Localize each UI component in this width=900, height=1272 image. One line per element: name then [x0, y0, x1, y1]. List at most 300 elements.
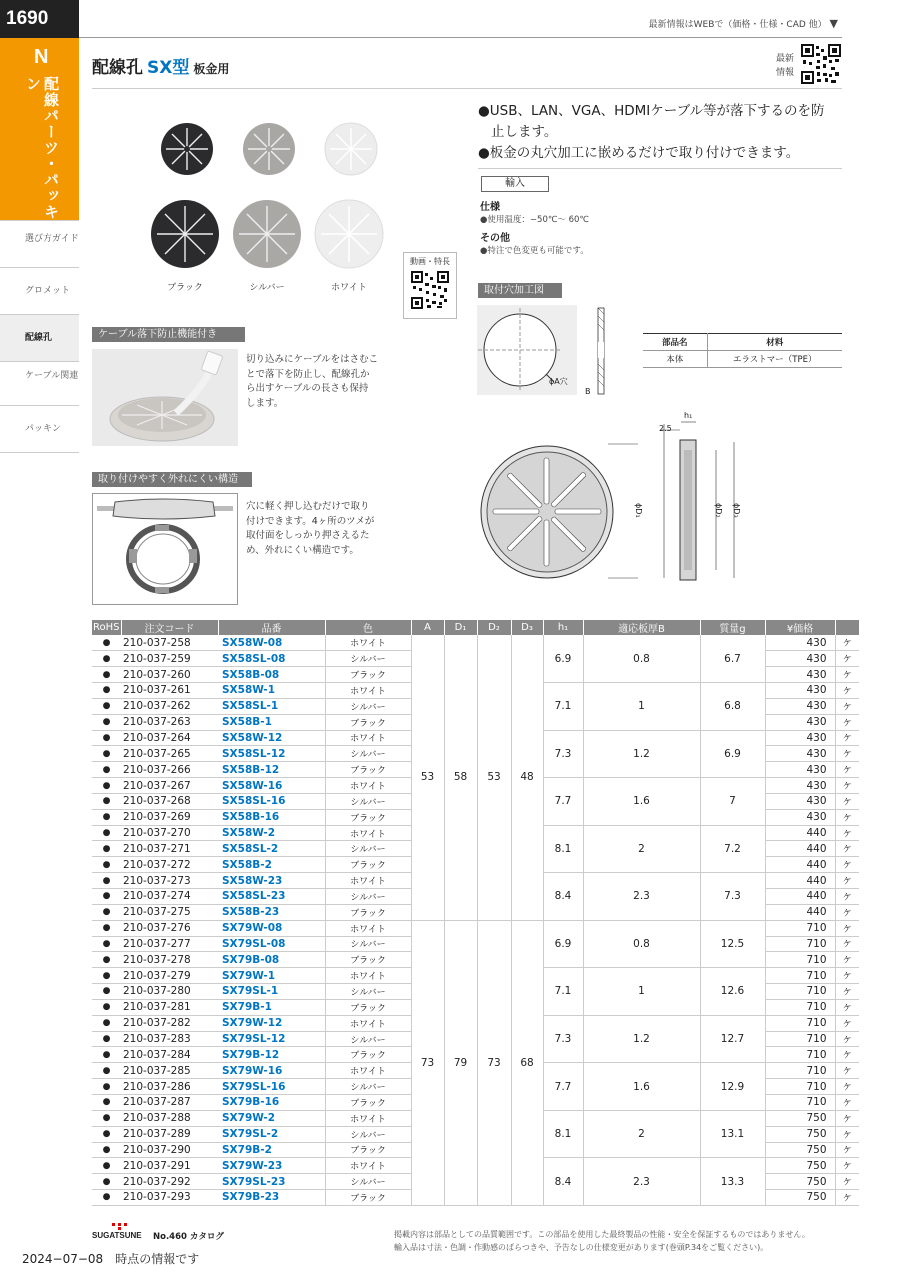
- price-cell: 750: [765, 1142, 835, 1158]
- part-number: SX79SL-1: [218, 984, 325, 1000]
- plate-thickness: 0.8: [583, 635, 700, 683]
- part-number: SX79B-12: [218, 1047, 325, 1063]
- table-header-cell: 注文コード: [121, 620, 218, 635]
- dim-A: 53: [411, 635, 444, 920]
- label-D2: ϕD₂: [714, 503, 723, 518]
- new-info-line1: 最新: [776, 54, 795, 64]
- rohs-mark: ●: [92, 1031, 121, 1047]
- side-view-drawing: [636, 420, 746, 590]
- mass-g: 7.2: [700, 825, 765, 873]
- mat-header-material: 材料: [707, 334, 842, 351]
- color-cell: ブラック: [325, 714, 411, 730]
- table-header-cell: A: [411, 620, 444, 635]
- dim-A: 73: [411, 920, 444, 1205]
- grommet-white-large: [314, 198, 384, 270]
- rohs-mark: ●: [92, 952, 121, 968]
- part-number: SX58SL-23: [218, 889, 325, 905]
- table-header-cell: h₁: [543, 620, 583, 635]
- front-view-drawing: [478, 440, 638, 585]
- unit-cell: ケ: [835, 1158, 859, 1174]
- unit-cell: ケ: [835, 1110, 859, 1126]
- rohs-mark: ●: [92, 698, 121, 714]
- order-code: 210-037-267: [121, 778, 218, 794]
- unit-cell: ケ: [835, 1015, 859, 1031]
- cable-description: [246, 353, 378, 411]
- unit-cell: ケ: [835, 904, 859, 920]
- rohs-mark: ●: [92, 762, 121, 778]
- color-cell: ブラック: [325, 1142, 411, 1158]
- order-code: 210-037-273: [121, 873, 218, 889]
- mat-header-part: 部品名: [643, 334, 707, 351]
- color-cell: シルバー: [325, 793, 411, 809]
- color-cell: ブラック: [325, 762, 411, 778]
- unit-cell: ケ: [835, 984, 859, 1000]
- color-cell: シルバー: [325, 1031, 411, 1047]
- rohs-mark: ●: [92, 825, 121, 841]
- rohs-mark: ●: [92, 730, 121, 746]
- plate-thickness: 2.3: [583, 873, 700, 921]
- price-cell: 440: [765, 857, 835, 873]
- plate-thickness: 2: [583, 1110, 700, 1158]
- order-code: 210-037-259: [121, 651, 218, 667]
- section-hole-heading: 取付穴加工図: [478, 283, 562, 298]
- unit-cell: ケ: [835, 841, 859, 857]
- plate-thickness: 1.6: [583, 1063, 700, 1111]
- feature-line-1: ●USB、LAN、VGA、HDMIケーブル等が落下するのを防: [478, 103, 825, 119]
- color-cell: シルバー: [325, 841, 411, 857]
- label-black: ブラック: [167, 283, 203, 293]
- price-cell: 430: [765, 778, 835, 794]
- web-info-link[interactable]: [649, 17, 838, 30]
- mass-g: 7.3: [700, 873, 765, 921]
- rohs-mark: ●: [92, 1126, 121, 1142]
- cable-text-3: ら出すケーブルの長さも保持: [246, 383, 369, 394]
- rohs-mark: ●: [92, 889, 121, 905]
- plate-B-label: B: [585, 387, 591, 396]
- order-code: 210-037-279: [121, 968, 218, 984]
- unit-cell: ケ: [835, 714, 859, 730]
- part-number: SX79W-1: [218, 968, 325, 984]
- price-cell: 710: [765, 968, 835, 984]
- unit-cell: ケ: [835, 635, 859, 651]
- nav-item-cable[interactable]: ケーブル関連: [0, 362, 79, 406]
- order-code: 210-037-275: [121, 904, 218, 920]
- mount-illustration-box: [92, 493, 238, 605]
- unit-cell: ケ: [835, 936, 859, 952]
- rohs-mark: ●: [92, 873, 121, 889]
- color-cell: ホワイト: [325, 635, 411, 651]
- triangle-down-icon: ▼: [829, 17, 838, 30]
- sugatsune-logo: [92, 1223, 148, 1241]
- title-sub: 板金用: [193, 62, 230, 76]
- part-number: SX79B-23: [218, 1190, 325, 1206]
- table-header-cell: RoHS: [93, 622, 120, 633]
- order-code: 210-037-258: [121, 635, 218, 651]
- price-cell: 750: [765, 1158, 835, 1174]
- order-code: 210-037-277: [121, 936, 218, 952]
- rohs-mark: ●: [92, 651, 121, 667]
- part-number: SX58SL-08: [218, 651, 325, 667]
- web-info-text: 最新情報はWEBで（価格・仕様・CAD 他）: [648, 20, 827, 30]
- unit-cell: ケ: [835, 920, 859, 936]
- dim-D1: 79: [444, 920, 477, 1205]
- mat-cell-part: 本体: [643, 351, 707, 368]
- color-cell: ホワイト: [325, 778, 411, 794]
- order-code: 210-037-293: [121, 1190, 218, 1206]
- color-cell: ホワイト: [325, 825, 411, 841]
- nav-item-wiring-hole[interactable]: 配線孔: [0, 315, 79, 362]
- part-number: SX58B-12: [218, 762, 325, 778]
- order-code: 210-037-268: [121, 793, 218, 809]
- price-cell: 430: [765, 730, 835, 746]
- dim-D1: 58: [444, 635, 477, 920]
- rohs-mark: ●: [92, 1015, 121, 1031]
- order-code: 210-037-282: [121, 1015, 218, 1031]
- unit-cell: ケ: [835, 1063, 859, 1079]
- order-code: 210-037-269: [121, 809, 218, 825]
- color-cell: シルバー: [325, 651, 411, 667]
- order-code: 210-037-278: [121, 952, 218, 968]
- qr-code-icon[interactable]: [801, 44, 841, 84]
- color-cell: ブラック: [325, 999, 411, 1015]
- import-badge: 輸入: [481, 176, 549, 192]
- mount-text-3: 取付面をしっかり押さえるた: [246, 530, 370, 541]
- price-cell: 710: [765, 1063, 835, 1079]
- title-model: SX型: [147, 58, 190, 78]
- unit-cell: ケ: [835, 889, 859, 905]
- disclaimer-line-2: 輸入品は寸法・色調・作動感のばらつきや、予告なしの仕様変更があります(巻頭P.34をご覧ください)。: [394, 1243, 769, 1252]
- header-divider: [79, 37, 842, 38]
- mat-cell-material: エラストマー（TPE）: [707, 351, 842, 368]
- color-cell: ブラック: [325, 1047, 411, 1063]
- unit-cell: ケ: [835, 730, 859, 746]
- grommet-white-small: [324, 122, 378, 176]
- color-cell: シルバー: [325, 889, 411, 905]
- color-cell: シルバー: [325, 1079, 411, 1095]
- disclaimer: [394, 1228, 810, 1254]
- order-code: 210-037-260: [121, 667, 218, 683]
- rohs-mark: ●: [92, 857, 121, 873]
- table-body: [92, 635, 859, 1205]
- part-number: SX58SL-12: [218, 746, 325, 762]
- grommet-black-large: [150, 198, 220, 270]
- unit-cell: ケ: [835, 667, 859, 683]
- video-qr-icon: [411, 271, 449, 309]
- order-code: 210-037-262: [121, 698, 218, 714]
- unit-cell: ケ: [835, 698, 859, 714]
- unit-cell: ケ: [835, 1190, 859, 1206]
- unit-cell: ケ: [835, 778, 859, 794]
- price-cell: 430: [765, 651, 835, 667]
- mass-g: 12.9: [700, 1063, 765, 1111]
- mass-g: 12.5: [700, 920, 765, 968]
- price-cell: 440: [765, 889, 835, 905]
- plate-thickness: 2.3: [583, 1158, 700, 1206]
- part-number: SX79SL-12: [218, 1031, 325, 1047]
- plate-thickness: 1: [583, 683, 700, 731]
- price-cell: 440: [765, 904, 835, 920]
- plate-thickness: 1.2: [583, 1015, 700, 1063]
- price-cell: 750: [765, 1174, 835, 1190]
- rohs-mark: ●: [92, 809, 121, 825]
- grommet-silver-small: [242, 122, 296, 176]
- color-cell: ホワイト: [325, 1110, 411, 1126]
- part-number: SX58SL-16: [218, 793, 325, 809]
- plate-thickness: 1: [583, 968, 700, 1016]
- unit-cell: ケ: [835, 1142, 859, 1158]
- mass-g: 12.6: [700, 968, 765, 1016]
- price-cell: 710: [765, 984, 835, 1000]
- mass-g: 6.7: [700, 635, 765, 683]
- unit-cell: ケ: [835, 952, 859, 968]
- rohs-mark: ●: [92, 999, 121, 1015]
- product-table: [92, 620, 860, 1206]
- video-label: 動画・特長: [410, 257, 450, 266]
- color-cell: シルバー: [325, 1126, 411, 1142]
- order-code: 210-037-281: [121, 999, 218, 1015]
- rohs-mark: ●: [92, 793, 121, 809]
- title-divider: [92, 88, 842, 89]
- section-mount-heading: 取り付けやすく外れにくい構造: [92, 472, 252, 487]
- rohs-mark: ●: [92, 714, 121, 730]
- date-stamp: 2024−07−08 時点の情報です: [22, 1252, 200, 1266]
- unit-cell: ケ: [835, 1174, 859, 1190]
- nav-item-grommet[interactable]: グロメット: [0, 268, 79, 315]
- dim-h1: 8.1: [543, 1110, 583, 1158]
- part-number: SX79SL-23: [218, 1174, 325, 1190]
- color-cell: ブラック: [325, 667, 411, 683]
- price-cell: 710: [765, 999, 835, 1015]
- unit-cell: ケ: [835, 857, 859, 873]
- part-number: SX58B-1: [218, 714, 325, 730]
- table-header-cell: ¥価格: [765, 620, 835, 635]
- color-cell: ホワイト: [325, 873, 411, 889]
- category-name: 配線パーツ・パッキン: [24, 76, 60, 220]
- mass-g: 13.1: [700, 1110, 765, 1158]
- rohs-mark: ●: [92, 1174, 121, 1190]
- unit-cell: ケ: [835, 746, 859, 762]
- unit-cell: ケ: [835, 825, 859, 841]
- price-cell: 430: [765, 667, 835, 683]
- feature-line-2: 止します。: [491, 124, 558, 140]
- dim-h1: 7.7: [543, 1063, 583, 1111]
- unit-cell: ケ: [835, 999, 859, 1015]
- rohs-mark: ●: [92, 1190, 121, 1206]
- price-cell: 710: [765, 1094, 835, 1110]
- label-2-5: 2.5: [659, 424, 672, 433]
- plate-thickness: 2: [583, 825, 700, 873]
- color-cell: シルバー: [325, 936, 411, 952]
- catalog-number: No.460 カタログ: [153, 1232, 224, 1242]
- dim-h1: 7.7: [543, 778, 583, 826]
- nav-item-guide[interactable]: 選び方ガイド: [0, 220, 79, 268]
- order-code: 210-037-288: [121, 1110, 218, 1126]
- table-header-row: [92, 620, 859, 635]
- rohs-mark: ●: [92, 667, 121, 683]
- dim-h1: 8.4: [543, 873, 583, 921]
- price-cell: 430: [765, 762, 835, 778]
- video-qr-box[interactable]: [403, 252, 457, 319]
- part-number: SX58W-23: [218, 873, 325, 889]
- table-header-cell: 色: [325, 620, 411, 635]
- color-cell: ホワイト: [325, 1015, 411, 1031]
- cable-text-1: 切り込みにケーブルをはさむこ: [246, 354, 379, 365]
- part-number: SX58W-2: [218, 825, 325, 841]
- mount-text-1: 穴に軽く押し込むだけで取り: [246, 501, 370, 512]
- dim-h1: 7.1: [543, 968, 583, 1016]
- dim-h1: 8.4: [543, 1158, 583, 1206]
- dim-D3: 48: [511, 635, 543, 920]
- color-cell: シルバー: [325, 1174, 411, 1190]
- order-code: 210-037-271: [121, 841, 218, 857]
- color-cell: ホワイト: [325, 730, 411, 746]
- grommet-silver-large: [232, 198, 302, 270]
- part-number: SX58B-2: [218, 857, 325, 873]
- rohs-mark: ●: [92, 683, 121, 699]
- price-cell: 750: [765, 1126, 835, 1142]
- hole-phiA-label: ϕA穴: [549, 377, 568, 386]
- plate-thickness: 0.8: [583, 920, 700, 968]
- cable-text-2: とで落下を防止し、配線孔か: [246, 368, 370, 380]
- price-cell: 430: [765, 793, 835, 809]
- label-silver: シルバー: [249, 283, 285, 293]
- color-cell: ブラック: [325, 857, 411, 873]
- part-number: SX79B-2: [218, 1142, 325, 1158]
- part-number: SX58SL-1: [218, 698, 325, 714]
- order-code: 210-037-283: [121, 1031, 218, 1047]
- order-code: 210-037-287: [121, 1094, 218, 1110]
- rohs-mark: ●: [92, 1142, 121, 1158]
- part-number: SX79B-16: [218, 1094, 325, 1110]
- price-cell: 430: [765, 683, 835, 699]
- feature-line-3: ●板金の丸穴加工に嵌めるだけで取り付けできます。: [478, 145, 800, 161]
- feature-divider: [478, 168, 842, 169]
- dim-h1: 6.9: [543, 920, 583, 968]
- color-cell: シルバー: [325, 698, 411, 714]
- new-info-line2: 情報: [776, 68, 795, 78]
- part-number: SX58B-23: [218, 904, 325, 920]
- label-white: ホワイト: [331, 283, 367, 293]
- rohs-mark: ●: [92, 1079, 121, 1095]
- nav-item-packing[interactable]: パッキン: [0, 406, 79, 453]
- table-row: [92, 635, 859, 651]
- unit-cell: ケ: [835, 793, 859, 809]
- section-cable-heading: ケーブル落下防止機能付き: [92, 327, 245, 342]
- unit-cell: ケ: [835, 651, 859, 667]
- mount-description: [246, 500, 374, 558]
- color-cell: シルバー: [325, 746, 411, 762]
- order-code: 210-037-265: [121, 746, 218, 762]
- part-number: SX58SL-2: [218, 841, 325, 857]
- price-cell: 430: [765, 746, 835, 762]
- order-code: 210-037-289: [121, 1126, 218, 1142]
- table-header-cell: 品番: [218, 620, 325, 635]
- unit-cell: ケ: [835, 762, 859, 778]
- order-code: 210-037-280: [121, 984, 218, 1000]
- price-cell: 710: [765, 920, 835, 936]
- rohs-mark: ●: [92, 778, 121, 794]
- order-code: 210-037-286: [121, 1079, 218, 1095]
- price-cell: 430: [765, 714, 835, 730]
- disclaimer-line-1: 掲載内容は部品としての品質範囲です。この部品を使用した最終製品の性能・安全を保証するものではありません。: [394, 1230, 810, 1239]
- price-cell: 710: [765, 952, 835, 968]
- table-header-cell: D₃: [511, 620, 543, 635]
- rohs-mark: ●: [92, 936, 121, 952]
- part-number: SX79B-08: [218, 952, 325, 968]
- price-cell: 710: [765, 1079, 835, 1095]
- color-cell: ブラック: [325, 952, 411, 968]
- rohs-mark: ●: [92, 1158, 121, 1174]
- table-header-cell: D₂: [477, 620, 511, 635]
- part-number: SX58W-16: [218, 778, 325, 794]
- unit-cell: ケ: [835, 1047, 859, 1063]
- part-number: SX79W-16: [218, 1063, 325, 1079]
- dim-D2: 53: [477, 635, 511, 920]
- color-cell: ホワイト: [325, 1158, 411, 1174]
- part-number: SX79W-12: [218, 1015, 325, 1031]
- part-number: SX58B-16: [218, 809, 325, 825]
- price-cell: 430: [765, 809, 835, 825]
- mount-text-2: 付けできます。4ヶ所のツメが: [246, 515, 375, 527]
- mount-illustration: [93, 494, 237, 604]
- rohs-mark: ●: [92, 841, 121, 857]
- rohs-mark: ●: [92, 920, 121, 936]
- part-number: SX58W-12: [218, 730, 325, 746]
- part-number: SX79W-23: [218, 1158, 325, 1174]
- dim-h1: 6.9: [543, 635, 583, 683]
- dim-h1: 7.3: [543, 1015, 583, 1063]
- mass-g: 6.9: [700, 730, 765, 778]
- price-cell: 440: [765, 825, 835, 841]
- dim-D3: 68: [511, 920, 543, 1205]
- mass-g: 6.8: [700, 683, 765, 731]
- price-cell: 710: [765, 1015, 835, 1031]
- page-title: [92, 53, 229, 78]
- plate-thickness: 1.6: [583, 778, 700, 826]
- order-code: 210-037-274: [121, 889, 218, 905]
- label-D1: ϕD₁: [634, 503, 643, 518]
- mass-g: 7: [700, 778, 765, 826]
- color-cell: ブラック: [325, 1190, 411, 1206]
- spec-heading: 仕様: [480, 202, 500, 213]
- cable-photo: [92, 349, 238, 446]
- price-cell: 710: [765, 1047, 835, 1063]
- price-cell: 750: [765, 1190, 835, 1206]
- category-letter: N: [34, 46, 49, 68]
- rohs-mark: ●: [92, 635, 121, 651]
- order-code: 210-037-261: [121, 683, 218, 699]
- dim-h1: 7.3: [543, 730, 583, 778]
- order-code: 210-037-291: [121, 1158, 218, 1174]
- category-tab[interactable]: [0, 38, 79, 220]
- unit-cell: ケ: [835, 1079, 859, 1095]
- rohs-mark: ●: [92, 968, 121, 984]
- order-code: 210-037-272: [121, 857, 218, 873]
- dim-D2: 73: [477, 920, 511, 1205]
- label-h1: h₁: [684, 411, 693, 420]
- order-code: 210-037-266: [121, 762, 218, 778]
- logo-text: SUGATSUNE: [92, 1231, 142, 1240]
- part-number: SX58W-08: [218, 635, 325, 651]
- order-code: 210-037-276: [121, 920, 218, 936]
- cable-grommet-illustration: [92, 349, 238, 446]
- unit-cell: ケ: [835, 873, 859, 889]
- part-number: SX58B-08: [218, 667, 325, 683]
- unit-cell: ケ: [835, 1031, 859, 1047]
- rohs-mark: ●: [92, 1063, 121, 1079]
- dim-h1: 8.1: [543, 825, 583, 873]
- dim-h1: 7.1: [543, 683, 583, 731]
